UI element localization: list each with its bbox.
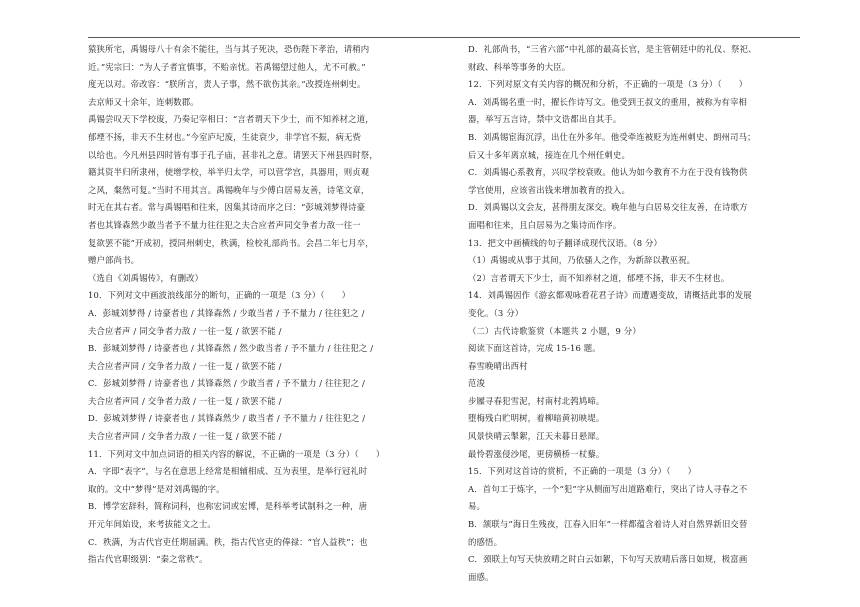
text-line: B．刘禹锡宦海沉浮，出仕在外多年。他受牵连被贬为连州刺史、朗州司马； (468, 131, 756, 142)
text-line: A．彭城刘梦得 / 诗豪者也 / 其锋森然 / 少敢当者 / 予不量力 / 往往犯之 / (88, 307, 365, 318)
text-line: 禹锡尝叹天下学校废，乃奏记宰相曰：“言者谓天下少士，而不知养材之道， (88, 114, 374, 125)
text-line: （2）言者谓天下少士，而不知养材之道，郁堙不扬，非天不生材也。 (468, 272, 730, 283)
text-line: A．字即“表字”，与名在意思上经常是相辅相成、互为表里，是举行冠礼时 (88, 466, 368, 477)
text-line: 者也其锋森然少敢当者予不量力往往犯之夫合应者声同交争者力敌一往一 (88, 219, 361, 230)
text-line: D．刘禹锡以文会友，甚得朋友深交。晚年他与白居易交往友善，在诗歌方 (468, 202, 748, 213)
header-rule (88, 37, 800, 38)
text-line: B．博学宏辞科，简称词科，也称宏词或宏博，是科举考试制科之一种，唐 (88, 501, 368, 512)
text-line: 14．刘禹锡因作《游玄都观咏看花君子诗》而遭遇变故，请概括此事的发展 (468, 290, 752, 301)
text-line: 取的。文中“梦得”是对刘禹锡的字。 (88, 483, 225, 494)
text-line: 步屧寻春犯雪泥，村南村北鹁鸠啼。 (468, 395, 605, 406)
text-line: 风景快晴云掣絮，江天未暮日悬犀。 (468, 431, 605, 442)
text-line: C．刘禹锡心系教育，兴叹学校衰败。他认为如今教育不力在于没有钱物供 (468, 167, 748, 178)
text-line: 以给也。今凡州县四时皆有事于孔子庙，甚非礼之意。请罢天下州县四时祭， (88, 149, 378, 160)
text-line: 赠户部尚书。 (88, 255, 140, 266)
right-column (468, 41, 800, 586)
text-line: 易。 (468, 501, 486, 512)
text-line: 最怜碧涨侵沙尾，更傍横桥一杖藜。 (468, 448, 605, 459)
text-line: 面感。 (468, 571, 494, 582)
text-line: 猿狭所宅，禹锡母八十有余不能往，当与其子死决，恐伤陛下孝治，请稍内 (88, 44, 370, 54)
text-line: 12．下列对原文有关内容的概况和分析，不正确的一项是（3 分）（ ） (468, 79, 748, 90)
text-line: 范浚 (468, 378, 486, 389)
text-line: 夫合应者声 / 同交争者力敌 / 一往一复 / 欲罢不能 / (88, 325, 282, 336)
text-line: C．颈联上句写天快放晴之时白云如絮，下句写天放晴后落日如规，极富画 (468, 554, 748, 565)
text-line: 去京师又十余年，连刺数郡。 (88, 96, 199, 107)
text-line: B．彭城刘梦得 / 诗豪者也 / 其锋森然 / 然少敢当者 / 予不量力 / 往往犯之 / (88, 343, 374, 354)
text-line: 夫合应者声同 / 交争者力敌 / 一往一复 / 欲罢不能 / (88, 395, 282, 406)
text-line: C．秩满，为古代官吏任期届满。秩，指古代官吏的俸禄：“官人益秩”；也 (88, 536, 368, 547)
text-line: 指古代官职级别：“秦之常秩”。 (88, 554, 208, 565)
text-line: （选自《刘禹锡传》，有删改） (88, 272, 204, 283)
text-line: 时无在其右者。常与禹锡唱和往来，因集其诗而序之曰：“彭城刘梦得诗豪 (88, 202, 366, 213)
text-line: 开元年间始设，来考拔能文之士。 (88, 519, 216, 530)
text-line: 13．把文中画横线的句子翻译成现代汉语。（8 分） (468, 237, 663, 248)
text-line: （1）禹锡或从事于其间，乃依骚人之作，为新辞以教巫祝。 (468, 255, 696, 266)
text-line: 夫合应者声同 / 交争者力敌 / 一往一复 / 欲罢不能 / (88, 431, 282, 442)
text-line: A．刘禹锡名重一时，擢长作诗写文。他受到王叔文的重用，被称为有宰相 (468, 96, 747, 107)
text-line: C．彭城刘梦得 / 诗豪者也 / 其锋森然 / 少敢当者 / 予不量力 / 往往犯之 / (88, 378, 365, 389)
text-line: 近。”宪宗曰：“为人子者宜慎事，不贻亲忧。若禹锡望过他人，尤不可赦。” (88, 61, 366, 72)
text-line: 复欲罢不能”开成初，授同州刺史，秩满，检校礼部尚书。会昌二年七月卒， (88, 237, 374, 248)
left-column (88, 41, 450, 569)
text-line: （二）古代诗歌鉴赏（本题共 2 小题，9 分） (468, 325, 641, 336)
text-line: 春雪晚晴出西村 (468, 360, 528, 371)
text-line: D．礼部尚书，“三省六部”中礼部的最高长官，是主管朝廷中的礼仪、祭祀、 (468, 44, 757, 54)
text-line: 后又十多年离京城，接连在几个州任刺史。 (468, 149, 630, 160)
text-line: 面唱和往来，且白居易为之集诗而作序。 (468, 219, 622, 230)
text-line: 15．下列对这首诗的赏析，不正确的一项是（3 分）（ ） (468, 466, 697, 477)
text-line: 11．下列对文中加点词语的相关内容的解说，不正确的一项是（3 分）（ ） (88, 448, 385, 459)
text-line: 财政、科举等事务的大臣。 (468, 61, 571, 72)
text-line: 学官使用，应该省出钱来增加教育的投入。 (468, 184, 630, 195)
text-line: 堕梅残白贮明树，着柳暗黄初映堤。 (468, 413, 605, 424)
text-line: 阅读下面这首诗，完成 15-16 题。 (468, 343, 601, 354)
text-line: 的感悟。 (468, 536, 503, 547)
text-line: 器，举写五言诗，禁中文诰都出自其手。 (468, 114, 622, 125)
text-line: 度无以对。帝改容：“朕所言，责人子事，然不欲伤其亲。”改授连州刺史。 (88, 79, 366, 90)
text-line: 之风，粲然可复。”当时不用其言。禹锡晚年与少傅白居易友善，诗笔文章， (88, 184, 370, 195)
text-line: 10．下列对文中画波浪线部分的断句，正确的一项是（3 分）（ ） (88, 290, 351, 301)
text-line: A．首句工于炼字，一个“犯”字从侧面写出道路难行，突出了诗人寻春之不 (468, 483, 748, 494)
text-line: B．颔联与“海日生残夜，江春入旧年”一样都蕴含着诗人对自然界新旧交替 (468, 519, 748, 530)
text-line: 夫合应者声同 / 交争者力敌 / 一往一复 / 欲罢不能 / (88, 360, 282, 371)
text-line: 郁堙不扬，非天不生材也。”今室庐圮废，生徒衰少，非学官不振，病无赀 (88, 131, 362, 142)
text-line: 变化。（3 分） (468, 307, 524, 318)
text-line: 籍其资半归所隶州，使增学校，举半归太学，可以营学宫，具器用，则贞观 (88, 167, 370, 178)
text-line: D．彭城刘梦得 / 诗豪者也 / 其锋森然少 / 敢当者 / 予不量力 / 往往犯之 / (88, 413, 366, 424)
